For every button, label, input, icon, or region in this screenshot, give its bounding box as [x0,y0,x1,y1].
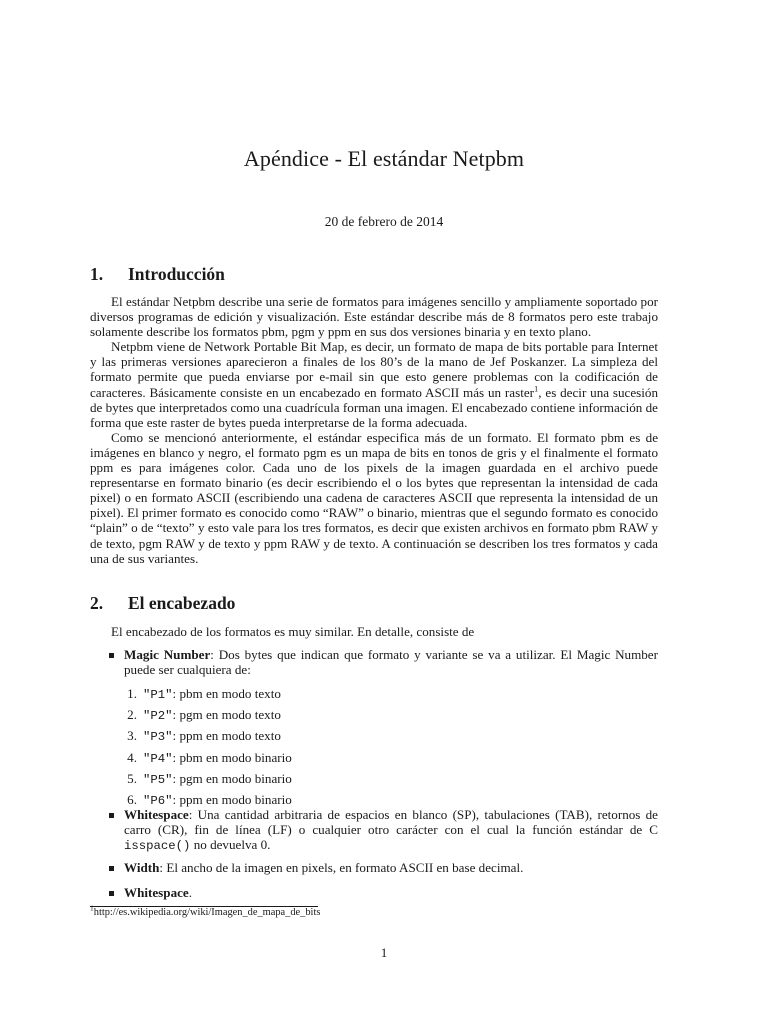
term: Width [124,860,160,875]
section-1-body [90,294,658,566]
page-number: 1 [380,945,388,960]
item-description: : ppm en modo binario [172,792,292,808]
code-inline: isspace() [124,839,191,854]
bullet-icon [109,653,114,658]
bullet-icon [109,866,114,871]
item-description: : pbm en modo binario [172,749,292,765]
paragraph: El encabezado de los formatos es muy similar. En detalle, consiste de [111,624,475,639]
item-number: 1. [127,686,137,701]
section-1-heading [90,264,225,285]
footnote-ref: 1 [534,383,539,394]
item-number: 6. [127,792,137,808]
paragraph-text: , es decir una sucesión de bytes que interpretados como una cuadrícula forman una imagen. El encabezado contiene información de forma que este raster de bytes pueda interpretarse de la forma adecuada. [90,384,658,430]
section-number: 2. [90,593,104,613]
item-number: 2. [127,707,137,723]
section-title: El encabezado [128,593,236,613]
magic-number-item [124,769,292,790]
paragraph [90,339,658,430]
term-description: . [188,885,193,900]
magic-number-list [124,684,292,811]
list-item-width [111,860,658,875]
footnote-mark: 1 [90,903,94,913]
list-item-whitespace [111,807,658,854]
code-inline: "P1" [143,688,173,702]
list-item-whitespace-2 [111,885,658,900]
footnote [90,903,321,919]
code-inline: "P5" [143,772,173,787]
paragraph: Como se mencionó anteriormente, el estándar especifica más de un formato. El formato pbm es de imágenes en blanco y negro, el formato pgm es un mapa de bits en tonos de gris y el finalmente el formato ppm es para imágenes color. Cada uno de los pixels de la imagen guardada en el archivo puede representarse en formato binario (es decir escribiendo el o los bytes que representan la intensidad de cada pixel) o en formato ASCII (escribiendo una cadena de caracteres ASCII que representa la intensidad de un pixel). El primer formato es conocido como “RAW” o binario, mientras que el segundo formato es conocido “plain” o de “texto” y esto vale para los tres formatos, es decir que existen archivos en formato pbm RAW y de texto, pgm RAW y de texto y ppm RAW y de texto. A continuación se describen los tres formatos y cada una de sus variantes. [90,429,658,566]
term-description: : El ancho de la imagen en pixels, en formato ASCII en base decimal. [159,860,524,875]
code-inline: "P2" [143,709,173,724]
section-2-heading [90,593,235,614]
footnote-link[interactable]: http://es.wikipedia.org/wiki/Imagen_de_mapa_de_bits [93,907,321,918]
code-inline: "P3" [143,730,173,745]
item-description: : pgm en modo binario [172,770,292,786]
section-2-intro [90,624,658,639]
list-item-magic-number [111,647,658,677]
document-title: Apéndice - El estándar Netpbm [243,146,525,171]
code-inline: "P6" [143,794,173,809]
term-description: : Dos bytes que indican que formato y variante se va a utilizar. El Magic Number puede ser cualquiera de: [124,647,658,678]
term: Whitespace [124,885,189,900]
magic-number-item [124,684,292,705]
term-description: : Una cantidad arbitraria de espacios en blanco (SP), tabulaciones (TAB), retornos de carro (CR), fin de línea (LF) o cualquier otro carácter con el cual la función estándar de C [124,807,658,838]
term: Whitespace [124,807,189,822]
bullet-icon [109,891,114,896]
section-title: Introducción [128,264,225,284]
paragraph: El estándar Netpbm describe una serie de formatos para imágenes sencillo y ampliamente soportado por diversos programas de edición y visualización. Este estándar describe más de 8 formatos pero este trabajo solamente describe los formatos pbm, pgm y ppm en sus dos versiones binaria y en texto plano. [90,294,658,340]
magic-number-item [124,748,292,769]
item-description: : ppm en modo texto [172,728,281,744]
item-description: : pbm en modo texto [172,686,281,701]
paragraph-text: Netpbm viene de Network Portable Bit Map, es decir, un formato de mapa de bits portable para Internet y las primeras versiones aparecieron a finales de los 80’s de la mano de Jef Poskanzer. La simpleza del formato permite que pueda enviarse por e-mail sin que esto genere problemas con la codificación de caracteres. Básicamente consiste en un encabezado en formato ASCII más un raster [90,339,658,400]
term-description-end: no devuelva 0. [190,837,271,853]
item-number: 3. [127,728,137,744]
bullet-icon [109,813,114,818]
code-inline: "P4" [143,751,173,766]
magic-number-item [124,705,292,726]
magic-number-item [124,726,292,747]
term: Magic Number [124,647,211,662]
section-number: 1. [90,264,104,284]
document-date: 20 de febrero de 2014 [324,214,444,229]
item-number: 4. [127,749,137,765]
item-description: : pgm en modo texto [172,707,281,723]
item-number: 5. [127,770,137,786]
